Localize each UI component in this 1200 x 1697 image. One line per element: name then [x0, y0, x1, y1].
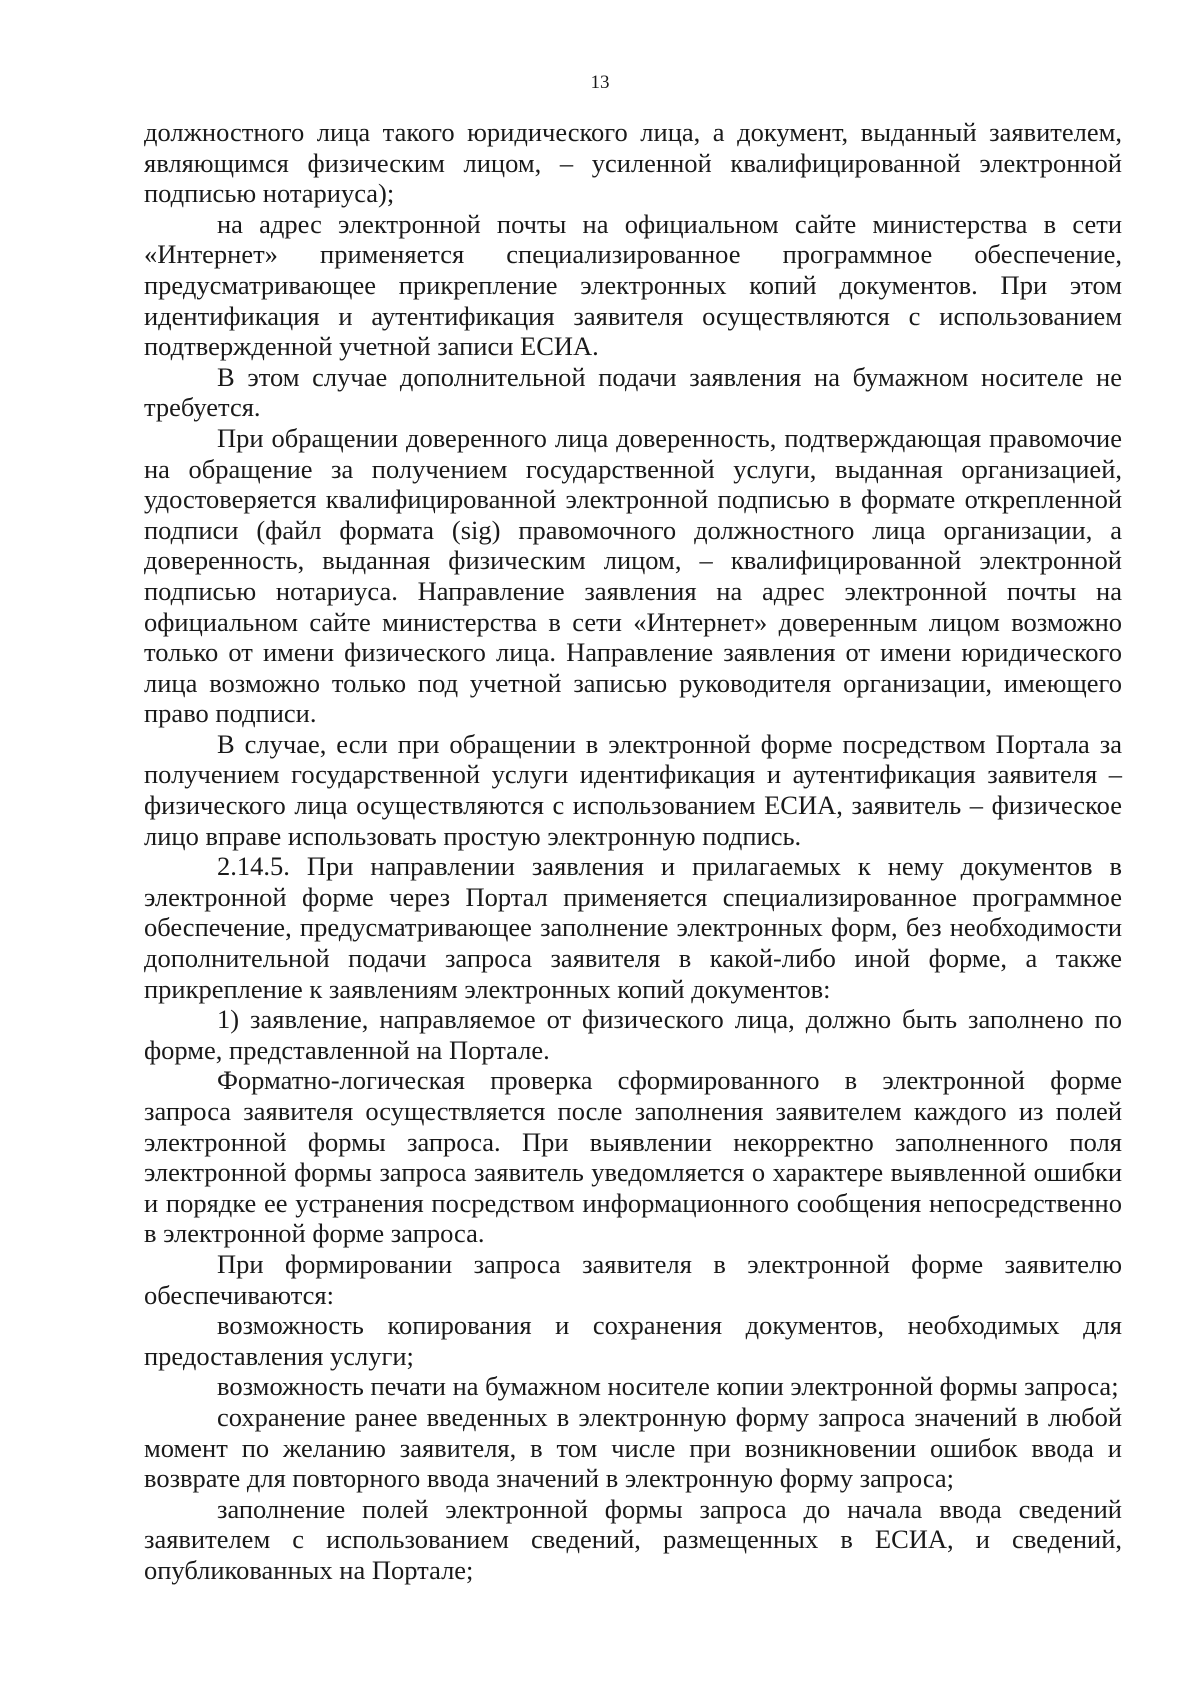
paragraph: При обращении доверенного лица доверенность, подтверждающая правомочие на обращение за получением государственной услуги, выданная организацией, удостоверяется квалифицированной электронной подписью в формате открепленной подписи (файл формата (sig) правомочного должностного лица организации, а доверенность, выданная физическим лицом, – квалифицированной электронной подписью нотариуса. Направление заявления на адрес электронной почты на официальном сайте министерства в сети «Интернет» доверенным лицом возможно только от имени физического лица. Направление заявления от имени юридического лица возможно только под учетной записью руководителя организации, имеющего право подписи. — [144, 422, 1122, 729]
paragraph: В этом случае дополнительной подачи заявления на бумажном носителе не требуется. — [144, 361, 1122, 423]
paragraph: Форматно-логическая проверка сформированного в электронной форме запроса заявителя осуществляется после заполнения заявителем каждого из полей электронной формы запроса. При выявлении некорректно заполненного поля электронной формы запроса заявитель уведомляется о характере выявленной ошибки и порядке ее устранения посредством информационного сообщения непосредственно в электронной форме запроса. — [144, 1065, 1122, 1249]
paragraph: В случае, если при обращении в электронной форме посредством Портала за получением государственной услуги идентификация и аутентификация заявителя – физического лица осуществляются с использованием ЕСИА, заявитель – физическое лицо вправе использовать простую электронную подпись. — [144, 728, 1122, 851]
paragraph: сохранение ранее введенных в электронную форму запроса значений в любой момент по желанию заявителя, в том числе при возникновении ошибок ввода и возврате для повторного ввода значений в электронную форму запроса; — [144, 1401, 1122, 1494]
paragraph: на адрес электронной почты на официальном сайте министерства в сети «Интернет» применяется специализированное программное обеспечение, предусматривающее прикрепление электронных копий документов. При этом идентификация и аутентификация заявителя осуществляются с использованием подтвержденной учетной записи ЕСИА. — [144, 208, 1122, 362]
paragraph: возможность печати на бумажном носителе копии электронной формы запроса; — [217, 1371, 1119, 1402]
page-number: 13 — [590, 72, 610, 93]
paragraph: При формировании запроса заявителя в электронной форме заявителю обеспечиваются: — [144, 1248, 1122, 1310]
document-body — [144, 117, 1122, 1586]
paragraph: 2.14.5. При направлении заявления и прилагаемых к нему документов в электронной форме через Портал применяется специализированное программное обеспечение, предусматривающее заполнение электронных форм, без необходимости дополнительной подачи запроса заявителя в какой-либо иной форме, а также прикрепление к заявлениям электронных копий документов: — [144, 851, 1122, 1004]
paragraph: 1) заявление, направляемое от физического лица, должно быть заполнено по форме, представленной на Портале. — [144, 1004, 1122, 1065]
paragraph: заполнение полей электронной формы запроса до начала ввода сведений заявителем с использованием сведений, размещенных в ЕСИА, и сведений, опубликованных на Портале; — [144, 1493, 1122, 1585]
paragraph: должностного лица такого юридического лица, а документ, выданный заявителем, являющимся физическим лицом, – усиленной квалифицированной электронной подписью нотариуса); — [144, 117, 1122, 209]
paragraph: возможность копирования и сохранения документов, необходимых для предоставления услуги; — [144, 1310, 1122, 1371]
